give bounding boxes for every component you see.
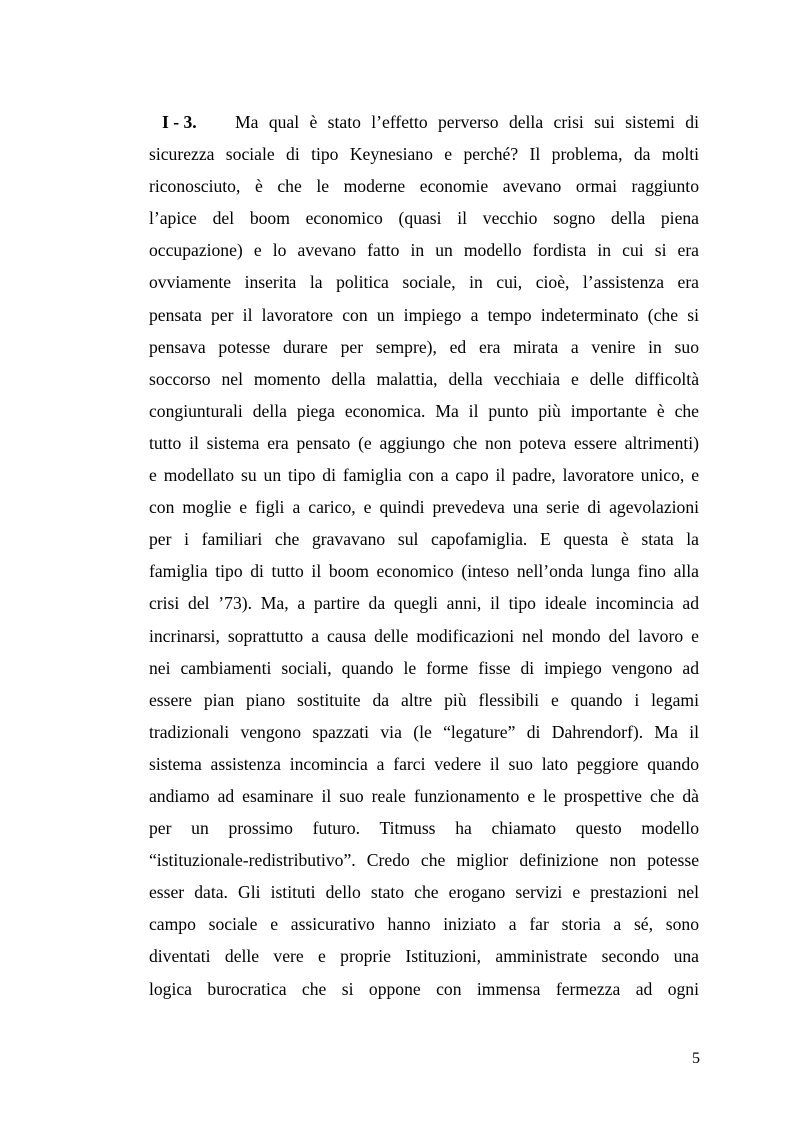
text-line: pensata per il lavoratore con un impiego a tempo indeterminato (che si <box>149 304 699 325</box>
paragraph-first-line <box>149 106 699 138</box>
section-number: I - 3. <box>162 112 197 132</box>
text-line: pensava potesse durare per sempre), ed era mirata a venire in suo <box>149 336 699 357</box>
text-line: “istituzionale-redistributivo”. Credo che miglior definizione non potesse <box>149 850 699 871</box>
first-line-text: Ma qual è stato l’effetto perverso della crisi sui sistemi di <box>235 112 699 132</box>
body-text <box>149 106 699 1005</box>
text-line: per i familiari che gravavano sul capofamiglia. E questa è stata la <box>149 529 699 550</box>
text-line: soccorso nel momento della malattia, della vecchiaia e delle difficoltà <box>149 368 699 389</box>
text-line: tutto il sistema era pensato (e aggiungo che non poteva essere altrimenti) <box>149 432 699 453</box>
text-line: sistema assistenza incomincia a farci vedere il suo lato peggiore quando <box>149 753 699 774</box>
text-line: campo sociale e assicurativo hanno iniziato a far storia a sé, sono <box>149 914 699 935</box>
text-line: esser data. Gli istituti dello stato che erogano servizi e prestazioni nel <box>149 882 699 903</box>
text-line: tradizionali vengono spazzati via (le “legature” di Dahrendorf). Ma il <box>149 721 699 742</box>
text-line: ovviamente inserita la politica sociale, in cui, cioè, l’assistenza era <box>149 272 699 293</box>
text-line: crisi del ’73). Ma, a partire da quegli anni, il tipo ideale incomincia ad <box>149 593 699 614</box>
text-line: andiamo ad esaminare il suo reale funzionamento e le prospettive che dà <box>149 785 699 806</box>
page-number: 5 <box>692 1050 700 1067</box>
text-line: con moglie e figli a carico, e quindi prevedeva una serie di agevolazioni <box>149 497 699 518</box>
text-line: congiunturali della piega economica. Ma il punto più importante è che <box>149 400 699 421</box>
text-line: riconosciuto, è che le moderne economie avevano ormai raggiunto <box>149 176 699 197</box>
text-line: incrinarsi, soprattutto a causa delle modificazioni nel mondo del lavoro e <box>149 625 699 646</box>
text-line: occupazione) e lo avevano fatto in un modello fordista in cui si era <box>149 240 699 261</box>
text-line: diventati delle vere e proprie Istituzioni, amministrate secondo una <box>149 946 699 967</box>
text-line: sicurezza sociale di tipo Keynesiano e perché? Il problema, da molti <box>149 144 699 165</box>
text-line: famiglia tipo di tutto il boom economico (inteso nell’onda lunga fino alla <box>149 561 699 582</box>
text-line: per un prossimo futuro. Titmuss ha chiamato questo modello <box>149 818 699 839</box>
text-line: l’apice del boom economico (quasi il vecchio sogno della piena <box>149 208 699 229</box>
text-line: nei cambiamenti sociali, quando le forme fisse di impiego vengono ad <box>149 657 699 678</box>
text-line: e modellato su un tipo di famiglia con a capo il padre, lavoratore unico, e <box>149 465 699 486</box>
text-line: essere pian piano sostituite da altre più flessibili e quando i legami <box>149 689 699 710</box>
text-line: logica burocratica che si oppone con immensa fermezza ad ogni <box>149 978 699 999</box>
